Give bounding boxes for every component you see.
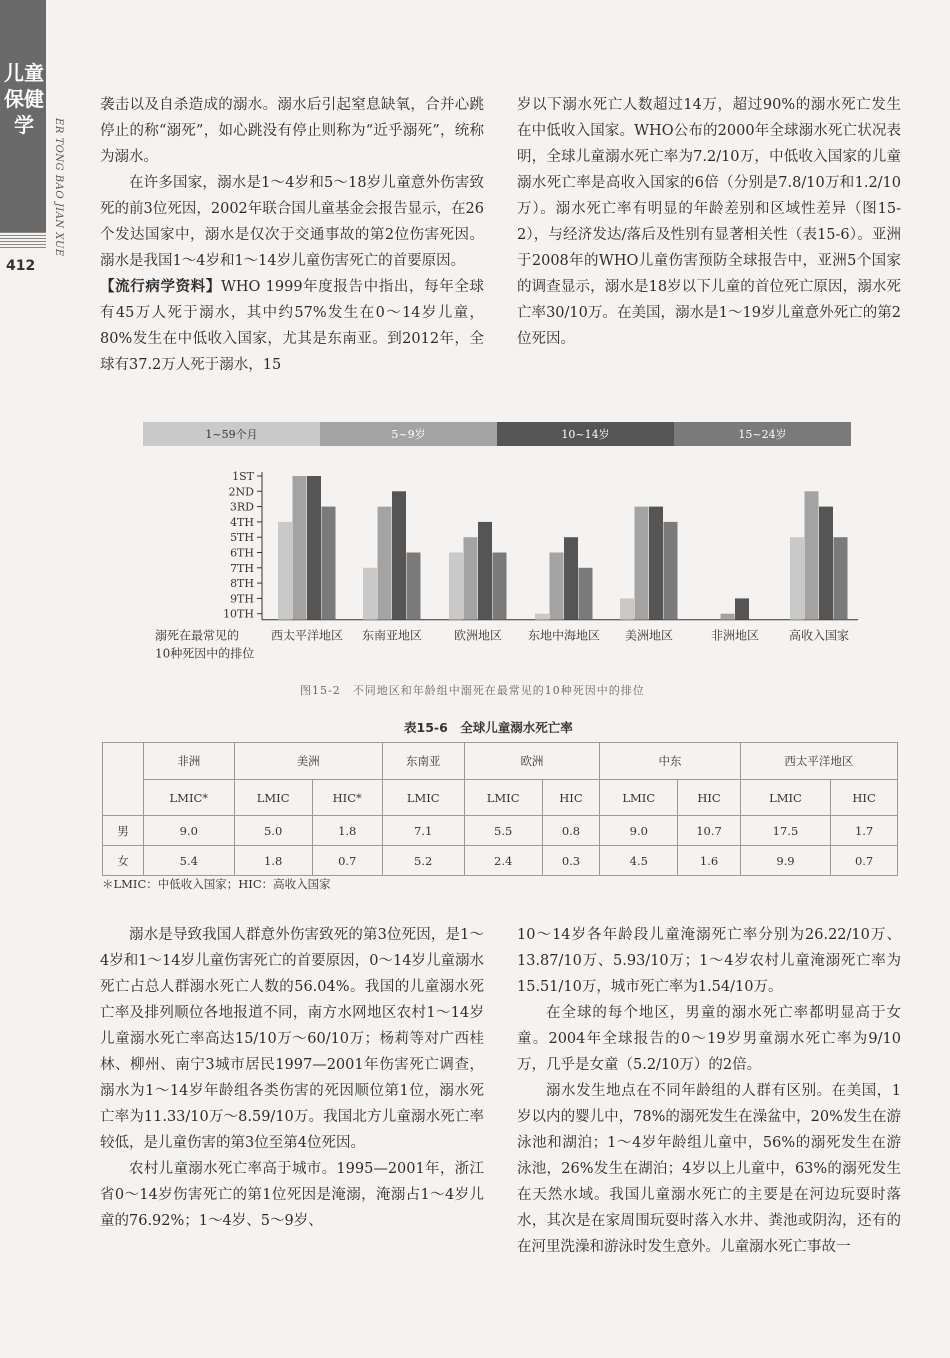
rate-cell: 2.4 xyxy=(464,846,542,876)
bar xyxy=(464,537,478,620)
income-subheader: LMIC xyxy=(382,780,464,816)
rate-cell: 1.6 xyxy=(678,846,740,876)
paragraph: 溺水发生地点在不同年龄组的人群有区别。在美国，1岁以内的婴儿中，78%的溺死发生在澡盆中，20%发生在游泳池和湖泊；1～4岁年龄组儿童中，56%的溺死发生在游泳池，26%发生在湖泊；4岁以上儿童中，63%的溺死发生在天然水域。我国儿童溺水死亡的主要是在河边玩耍时落水，其次是在家周围玩耍时落入水井、粪池或阴沟，还有的在河里洗澡和游泳时发生意外。儿童溺水死亡事故一 xyxy=(517,1083,901,1255)
paragraph: 在全球的每个地区，男童的溺水死亡率都明显高于女童。2004年全球报告的0～19岁男童溺水死亡率为9/10万，几乎是女童（5.2/10万）的2倍。 xyxy=(517,1005,901,1073)
x-category-label: 非洲地区 xyxy=(710,628,760,643)
y-tick-label: 8TH xyxy=(230,577,254,591)
rate-cell: 1.8 xyxy=(312,816,382,846)
rate-cell: 5.4 xyxy=(144,846,235,876)
x-category-label: 西太平洋地区 xyxy=(270,628,344,643)
bar xyxy=(819,507,833,620)
bar xyxy=(735,598,749,619)
paragraph-body: WHO 1999年度报告中指出，每年全球有45万人死于溺水，其中约57%发生在0～14岁儿童，80%发生在中低收入国家，尤其是东南亚。到2012年，全球有37.2万人死于溺水，15 xyxy=(100,279,485,373)
region-header: 非洲 xyxy=(144,743,235,780)
income-subheader: HIC xyxy=(678,780,740,816)
bar xyxy=(478,522,492,620)
bar xyxy=(293,476,307,620)
rate-cell: 0.8 xyxy=(542,816,600,846)
y-tick-label: 6TH xyxy=(230,546,254,560)
bar xyxy=(322,507,336,620)
y-tick-label: 9TH xyxy=(230,592,254,606)
table-footnote: ＊LMIC：中低收入国家；HIC：高收入国家 xyxy=(102,877,331,891)
bar xyxy=(550,553,564,620)
rate-cell: 5.0 xyxy=(234,816,312,846)
row-label: 男 xyxy=(103,816,144,846)
table-row xyxy=(103,846,898,876)
book-title-pinyin: ER TONG BAO JIAN XUE xyxy=(53,118,64,257)
y-tick-label: 4TH xyxy=(230,515,254,529)
rate-cell: 10.7 xyxy=(678,816,740,846)
region-header: 中东 xyxy=(600,743,741,780)
bar xyxy=(620,598,634,619)
table-corner-cell xyxy=(103,743,144,816)
bar xyxy=(649,507,663,620)
bar xyxy=(635,507,649,620)
paragraph: 岁以下溺水死亡人数超过14万，超过90%的溺水死亡发生在中低收入国家。WHO公布的2000年全球溺水死亡状况表明，全球儿童溺水死亡率为7.2/10万，中低收入国家的儿童溺水死亡率是高收入国家的6倍（分别是7.8/10万和1.2/10万）。溺水死亡率有明显的年龄差别和区域性差异（图15-2），与经济发达/落后及性别有显著相关性（表15-6）。亚洲于2008年的WHO儿童伤害预防全球报告中，亚洲5个国家的调查显示，溺水是18岁以下儿童的首位死亡原因，溺水死亡率30/10万。在美国，溺水是1～19岁儿童意外死亡的第2位死因。 xyxy=(517,97,901,347)
page-number: 412 xyxy=(6,258,36,274)
income-subheader: LMIC xyxy=(600,780,678,816)
paragraph: 溺水是导致我国人群意外伤害致死的第3位死因，是1～4岁和1～14岁儿童伤害死亡的首要原因，0～14岁儿童溺水死亡占总人群溺水死亡人数的56.04%。我国的儿童溺水死亡率及排列顺位各地报道不同，南方水网地区农村1～14岁儿童溺水死亡率高达15/10万～60/10万；杨莉等对广西桂林、柳州、南宁3城市居民1997—2001年伤害死亡调查，溺水为1～14岁年龄组各类伤害的死因顺位第1位，溺水死亡率为11.33/10万～8.59/10万。我国北方儿童溺水死亡率较低，是儿童伤害的第3位至第4位死因。 xyxy=(100,927,484,1151)
rate-cell: 5.2 xyxy=(382,846,464,876)
rate-cell: 9.9 xyxy=(740,846,830,876)
bar xyxy=(664,522,678,620)
rate-cell: 17.5 xyxy=(740,816,830,846)
y-tick-label: 7TH xyxy=(230,561,254,575)
paragraph: 农村儿童溺水死亡率高于城市。1995—2001年，浙江省0～14岁伤害死亡的第1位死因是淹溺，淹溺占1～4岁儿童的76.92%；1～4岁、5～9岁、 xyxy=(100,1161,484,1229)
book-title: 儿童保健学 xyxy=(4,61,44,137)
region-header: 美洲 xyxy=(234,743,382,780)
bar xyxy=(493,553,507,620)
bar xyxy=(834,537,848,620)
rate-cell: 1.8 xyxy=(234,846,312,876)
bar xyxy=(721,614,735,620)
legend-label: 1~59个月 xyxy=(205,428,258,441)
rate-cell: 5.5 xyxy=(464,816,542,846)
income-subheader: HIC xyxy=(542,780,600,816)
bar xyxy=(449,553,463,620)
bar xyxy=(363,568,377,620)
text-column-4 xyxy=(517,922,901,1260)
y-tick-label: 10TH xyxy=(223,607,254,621)
legend-label: 15~24岁 xyxy=(738,428,787,441)
bar xyxy=(564,537,578,620)
bar xyxy=(579,568,593,620)
region-header: 东南亚 xyxy=(382,743,464,780)
y-axis-label-line2: 10种死因中的排位 xyxy=(155,646,255,661)
bar xyxy=(278,522,292,620)
income-subheader: LMIC xyxy=(234,780,312,816)
x-category-label: 欧洲地区 xyxy=(453,628,503,643)
section-heading: 【流行病学资料】 xyxy=(100,278,221,295)
figure-caption: 图15-2 不同地区和年龄组中溺死在最常见的10种死因中的排位 xyxy=(300,684,645,697)
text-column-3 xyxy=(100,922,484,1234)
legend-label: 5~9岁 xyxy=(391,428,426,441)
bar xyxy=(378,507,392,620)
rate-cell: 0.7 xyxy=(831,846,898,876)
income-subheader: HIC xyxy=(831,780,898,816)
rate-cell: 0.3 xyxy=(542,846,600,876)
legend-label: 10~14岁 xyxy=(561,428,610,441)
income-subheader: LMIC xyxy=(464,780,542,816)
rate-cell: 7.1 xyxy=(382,816,464,846)
y-tick-label: 1ST xyxy=(232,470,254,483)
bar xyxy=(805,491,819,619)
x-category-label: 东地中海地区 xyxy=(527,628,601,643)
y-tick-label: 5TH xyxy=(230,531,254,545)
bar xyxy=(307,476,321,620)
y-tick-label: 3RD xyxy=(229,500,254,514)
table-row xyxy=(103,816,898,846)
row-label: 女 xyxy=(103,846,144,876)
rate-cell: 9.0 xyxy=(144,816,235,846)
x-category-label: 高收入国家 xyxy=(788,628,850,643)
rate-cell: 9.0 xyxy=(600,816,678,846)
bar xyxy=(790,537,804,620)
drowning-rate-table xyxy=(102,742,898,876)
bar xyxy=(407,553,421,620)
rate-cell: 1.7 xyxy=(831,816,898,846)
y-axis-label-line1: 溺死在最常见的 xyxy=(155,628,240,643)
rate-cell: 0.7 xyxy=(312,846,382,876)
bar xyxy=(392,491,406,619)
x-category-label: 美洲地区 xyxy=(624,628,674,643)
rate-cell: 4.5 xyxy=(600,846,678,876)
bar xyxy=(535,614,549,620)
y-tick-label: 2ND xyxy=(228,485,254,499)
table-caption: 表15-6 全球儿童溺水死亡率 xyxy=(404,720,573,735)
paragraph: 在许多国家，溺水是1～4岁和5～18岁儿童意外伤害致死的前3位死因，2002年联合国儿童基金会报告显示，在26个发达国家中，溺水是仅次于交通事故的第2位伤害死因。溺水是我国1～4岁和1～14岁儿童伤害死亡的首要原因。 xyxy=(100,175,484,269)
income-subheader: HIC* xyxy=(312,780,382,816)
income-subheader: LMIC xyxy=(740,780,830,816)
paragraph: 袭击以及自杀造成的溺水。溺水后引起窒息缺氧，合并心跳停止的称“溺死”，如心跳没有停止则称为“近乎溺死”，统称为溺水。 xyxy=(100,97,484,165)
x-category-label: 东南亚地区 xyxy=(361,628,423,643)
table-header-row xyxy=(103,743,898,780)
paragraph: 10～14岁各年龄段儿童淹溺死亡率分别为26.22/10万、13.87/10万、5.93/10万；1～4岁农村儿童淹溺死亡率为15.51/10万，城市死亡率为1.54/10万。 xyxy=(517,927,901,995)
income-subheader: LMIC* xyxy=(144,780,235,816)
table-subheader-row xyxy=(103,780,898,816)
region-header: 西太平洋地区 xyxy=(740,743,897,780)
region-header: 欧洲 xyxy=(464,743,600,780)
